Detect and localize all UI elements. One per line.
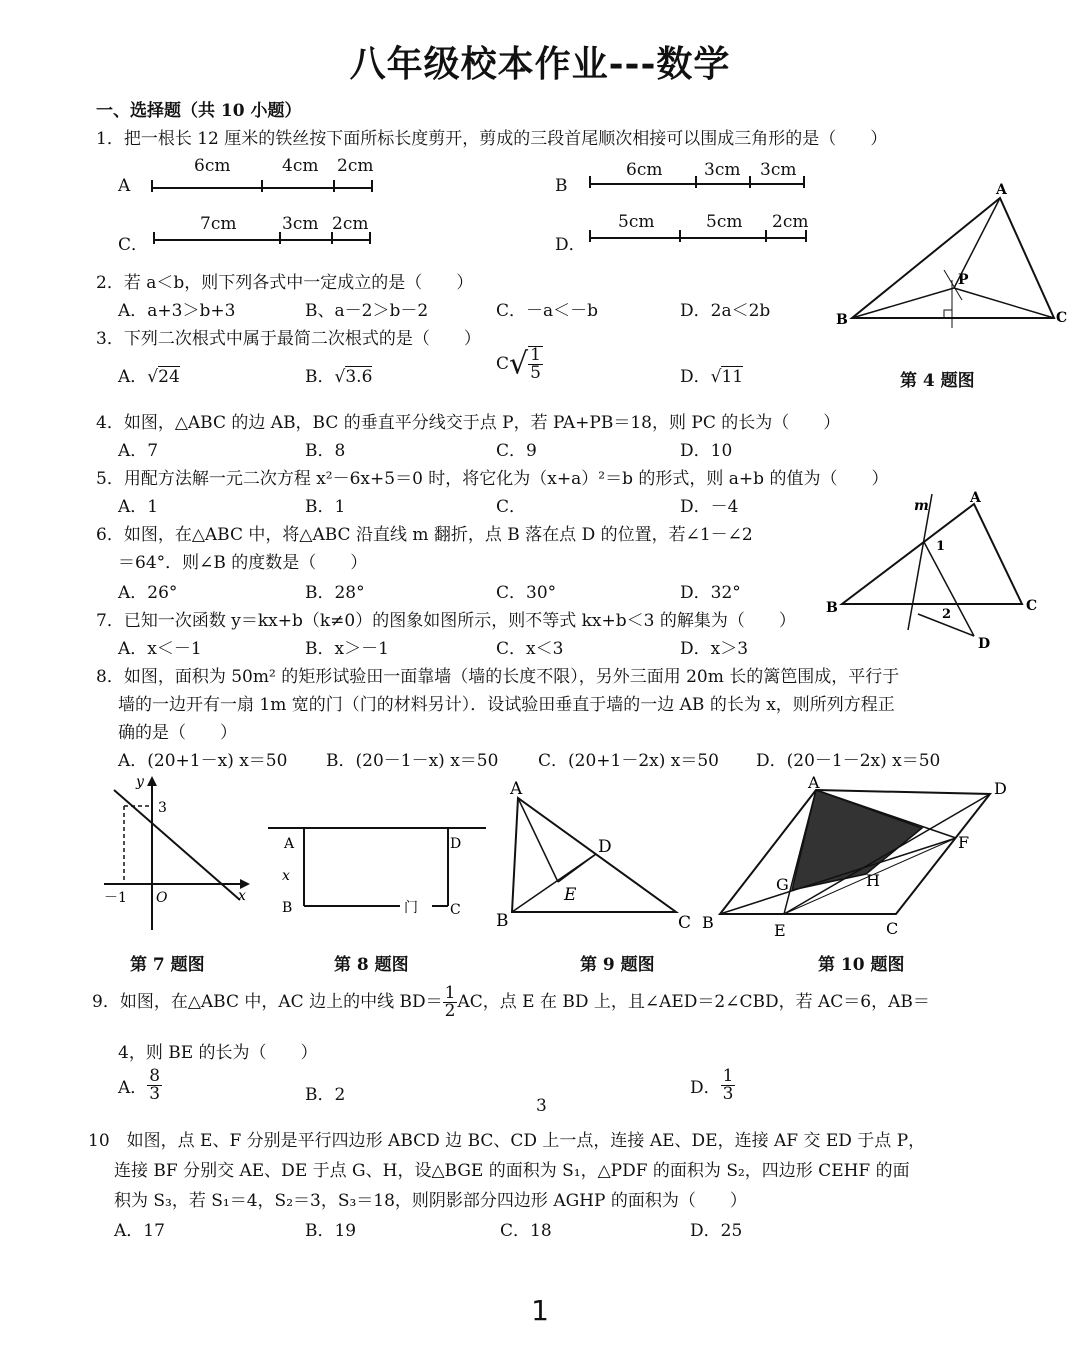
- q6-label-a: A: [970, 490, 981, 506]
- q1-seg-label: 6cm: [626, 160, 663, 180]
- sqrt-sign: √: [147, 367, 159, 387]
- q8-label-c: C: [450, 902, 461, 918]
- fraction-denominator: 2: [444, 1001, 456, 1021]
- q4-label-c: C: [1056, 310, 1068, 326]
- q7-label-y: y: [136, 774, 144, 790]
- q9-label-d: D: [598, 837, 612, 857]
- q10-label-e: E: [774, 921, 786, 940]
- q5-option-b[interactable]: B．1: [305, 497, 346, 517]
- q9-label-b: B: [496, 911, 509, 931]
- q8-stem-line3: 确的是（ ）: [118, 723, 237, 743]
- q7-label-origin: O: [156, 890, 168, 906]
- page-title: 八年级校本作业---数学: [349, 43, 731, 85]
- q9-label-e: E: [564, 885, 577, 905]
- q8-label-a: A: [284, 836, 295, 852]
- q3-option-a[interactable]: [118, 362, 180, 387]
- fraction-numerator: 8: [149, 1066, 161, 1086]
- q1-seg-label: 4cm: [282, 156, 319, 176]
- q5-option-c[interactable]: C．: [496, 497, 527, 517]
- radicand: 3.6: [345, 367, 373, 387]
- q10-label-c: C: [886, 919, 899, 938]
- q7-label-x: x: [238, 888, 246, 904]
- q7-figure: [100, 770, 260, 940]
- q1-segment-diagram: [588, 230, 812, 246]
- q10-figure: [700, 772, 1020, 942]
- fraction-numerator: 1: [530, 345, 541, 365]
- q9-stem-line1: [92, 982, 930, 1022]
- q3-option-label: A．: [118, 367, 148, 387]
- q5-option-d[interactable]: D．－4: [680, 497, 739, 517]
- fraction: [443, 985, 458, 1020]
- q4-figure: [832, 180, 1072, 340]
- q10-caption: 第 10 题图: [818, 955, 905, 975]
- q6-label-d: D: [978, 636, 991, 652]
- q10-stem-line2: 连接 BF 分别交 AE、DE 于点 G、H，设△BGE 的面积为 S₁，△PDF 的面积为 S₂，四边形 CEHF 的面: [114, 1161, 910, 1181]
- q1-segment-diagram: [150, 180, 380, 196]
- q10-label-d: D: [994, 779, 1007, 798]
- fraction-denominator: 3: [722, 1084, 734, 1104]
- q1-seg-label: 2cm: [332, 214, 369, 234]
- q6-figure: [822, 488, 1052, 658]
- q3-stem: 3．下列二次根式中属于最简二次根式的是（ ）: [96, 329, 481, 349]
- q3-option-label: B．: [305, 367, 335, 387]
- q9-stem-pre: 9．如图，在△ABC 中，AC 边上的中线 BD＝: [92, 992, 443, 1012]
- q5-option-a[interactable]: A．1: [118, 497, 159, 517]
- q9-option-d[interactable]: [690, 1068, 735, 1103]
- q8-label-door: 门: [404, 900, 418, 916]
- q4-label-p: P: [958, 272, 969, 288]
- q1-seg-label: 2cm: [772, 212, 809, 232]
- q1-segment-diagram: [152, 232, 376, 248]
- q2-option-b[interactable]: B、a－2＞b－2: [305, 301, 429, 321]
- fraction: [528, 346, 543, 382]
- q8-label-d: D: [450, 836, 462, 852]
- q2-option-c[interactable]: C．－a＜－b: [496, 301, 599, 321]
- q9-label-a: A: [510, 779, 523, 799]
- section-heading: 一、选择题（共 10 小题）: [96, 101, 302, 121]
- q6-stem-line2: ＝64°．则∠B 的度数是（ ）: [118, 553, 368, 573]
- q10-option-b[interactable]: B．19: [305, 1221, 357, 1241]
- q6-label-m: m: [914, 498, 929, 514]
- fraction-denominator: 3: [149, 1084, 161, 1104]
- q4-label-b: B: [836, 312, 848, 328]
- q7-label-neg1: －1: [104, 890, 127, 906]
- q10-label-h: H: [866, 871, 880, 890]
- q10-stem-line3: 积为 S₃，若 S₁＝4，S₂＝3，S₃＝18，则阴影部分四边形 AGHP 的面积为（ ）: [114, 1191, 747, 1211]
- q7-option-d[interactable]: D．x＞3: [680, 639, 749, 659]
- q10-stem-line1: 10 如图，点 E、F 分别是平行四边形 ABCD 边 BC、CD 上一点，连接 AE、DE，连接 AF 交 ED 于点 P，: [88, 1131, 926, 1151]
- q4-option-b[interactable]: B．8: [305, 441, 346, 461]
- q3-option-c[interactable]: [496, 346, 543, 382]
- q9-option-b[interactable]: B．2: [305, 1085, 346, 1105]
- q8-stem-line1: 8．如图，面积为 50m² 的矩形试验田一面靠墙（墙的长度不限），另外三面用 20m 长的篱笆围成，平行于: [96, 667, 900, 687]
- q9-option-label: D．: [690, 1078, 721, 1098]
- q8-option-c[interactable]: C．(20+1－2x) x＝50: [538, 751, 719, 771]
- q2-option-a[interactable]: A．a+3＞b+3: [118, 301, 236, 321]
- q6-angle-1: 1: [936, 539, 946, 554]
- q1-seg-label: 3cm: [282, 214, 319, 234]
- q4-option-a[interactable]: A．7: [118, 441, 159, 461]
- q8-caption: 第 8 题图: [334, 955, 409, 975]
- q2-stem: 2．若 a＜b，则下列各式中一定成立的是（ ）: [96, 273, 474, 293]
- q4-caption: 第 4 题图: [900, 371, 975, 391]
- q6-label-c: C: [1026, 598, 1038, 614]
- fraction: [147, 1068, 162, 1103]
- q10-label-f: F: [958, 833, 970, 852]
- fraction: [721, 1068, 736, 1103]
- sqrt-sign: √: [334, 367, 346, 387]
- q8-stem-line2: 墙的一边开有一扇 1m 宽的门（门的材料另计）．设试验田垂直于墙的一边 AB 的长为 x，则所列方程正: [118, 695, 895, 715]
- q4-option-c[interactable]: C．9: [496, 441, 537, 461]
- q7-option-a[interactable]: A．x＜－1: [118, 639, 202, 659]
- q10-label-a: A: [808, 773, 820, 792]
- q7-stem: 7．已知一次函数 y＝kx+b（k≠0）的图象如图所示，则不等式 kx+b＜3 的解集为（ ）: [96, 611, 796, 631]
- q6-option-b[interactable]: B．28°: [305, 583, 365, 603]
- q6-angle-2: 2: [942, 607, 952, 622]
- q6-label-b: B: [826, 600, 838, 616]
- q7-option-b[interactable]: B．x＞－1: [305, 639, 389, 659]
- q10-option-d[interactable]: D．25: [690, 1221, 743, 1241]
- q4-label-a: A: [996, 182, 1007, 198]
- fraction-numerator: 1: [444, 983, 456, 1003]
- q8-figure: [266, 818, 490, 928]
- q1-seg-label: 5cm: [706, 212, 743, 232]
- q6-option-d[interactable]: D．32°: [680, 583, 741, 603]
- q3-option-d[interactable]: [680, 362, 743, 387]
- q1-option-label: D．: [555, 235, 586, 255]
- q1-option-label: C．: [118, 235, 149, 255]
- q8-option-d[interactable]: D．(20－1－2x) x＝50: [756, 751, 941, 771]
- q8-label-x: x: [282, 868, 290, 884]
- q7-label-3: 3: [158, 800, 167, 816]
- page-number: 1: [531, 1294, 549, 1327]
- q6-stem-line1: 6．如图，在△ABC 中，将△ABC 沿直线 m 翻折，点 B 落在点 D 的位置，若∠1－∠2: [96, 525, 753, 545]
- q1-seg-label: 5cm: [618, 212, 655, 232]
- q6-option-c[interactable]: C．30°: [496, 583, 557, 603]
- q8-option-b[interactable]: B．(20－1－x) x＝50: [326, 751, 499, 771]
- q7-option-c[interactable]: C．x＜3: [496, 639, 564, 659]
- q1-option-label: B: [555, 176, 568, 196]
- q10-option-c[interactable]: C．18: [500, 1221, 552, 1241]
- q3-option-b[interactable]: [305, 362, 372, 387]
- q9-caption: 第 9 题图: [580, 955, 655, 975]
- q2-option-d[interactable]: D．2a＜2b: [680, 301, 771, 321]
- q1-seg-label: 2cm: [337, 156, 374, 176]
- q5-stem: 5．用配方法解一元二次方程 x²－6x+5＝0 时，将它化为（x+a）²＝b 的形式，则 a+b 的值为（ ）: [96, 469, 889, 489]
- radicand: 24: [158, 367, 180, 387]
- sqrt-sign: √: [509, 346, 529, 382]
- q9-option-label: A．: [118, 1078, 148, 1098]
- q9-stem-post: AC，点 E 在 BD 上，且∠AED＝2∠CBD，若 AC＝6，AB＝: [457, 992, 930, 1012]
- q6-option-a[interactable]: A．26°: [118, 583, 178, 603]
- fraction-denominator: 5: [530, 363, 541, 383]
- radicand: 11: [721, 367, 744, 387]
- q8-option-a[interactable]: A．(20+1－x) x＝50: [118, 751, 288, 771]
- q9-stem-line2: 4，则 BE 的长为（ ）: [118, 1043, 318, 1063]
- q9-option-a[interactable]: [118, 1068, 162, 1103]
- q1-option-label: A: [118, 176, 131, 196]
- q9-option-c[interactable]: 3: [536, 1096, 547, 1116]
- q1-seg-label: 3cm: [704, 160, 741, 180]
- q4-stem: 4．如图，△ABC 的边 AB，BC 的垂直平分线交于点 P，若 PA+PB＝18，则 PC 的长为（ ）: [96, 413, 841, 433]
- q7-caption: 第 7 题图: [130, 955, 205, 975]
- q4-option-d[interactable]: D．10: [680, 441, 733, 461]
- q10-label-g: G: [776, 875, 789, 894]
- q1-seg-label: 7cm: [200, 214, 237, 234]
- q8-label-b: B: [282, 900, 293, 916]
- q9-figure: [494, 774, 704, 936]
- sqrt-sign: √: [710, 367, 722, 387]
- fraction-numerator: 1: [722, 1066, 734, 1086]
- q10-label-b: B: [702, 913, 714, 932]
- q3-option-label: D．: [680, 367, 711, 387]
- q1-stem: 1．把一根长 12 厘米的铁丝按下面所标长度剪开，剪成的三段首尾顺次相接可以围成三角形的是（ ）: [96, 129, 888, 149]
- q1-seg-label: 3cm: [760, 160, 797, 180]
- q3-option-label: C: [496, 354, 510, 374]
- q10-option-a[interactable]: A．17: [114, 1221, 165, 1241]
- q9-label-c: C: [678, 913, 692, 933]
- q1-seg-label: 6cm: [194, 156, 231, 176]
